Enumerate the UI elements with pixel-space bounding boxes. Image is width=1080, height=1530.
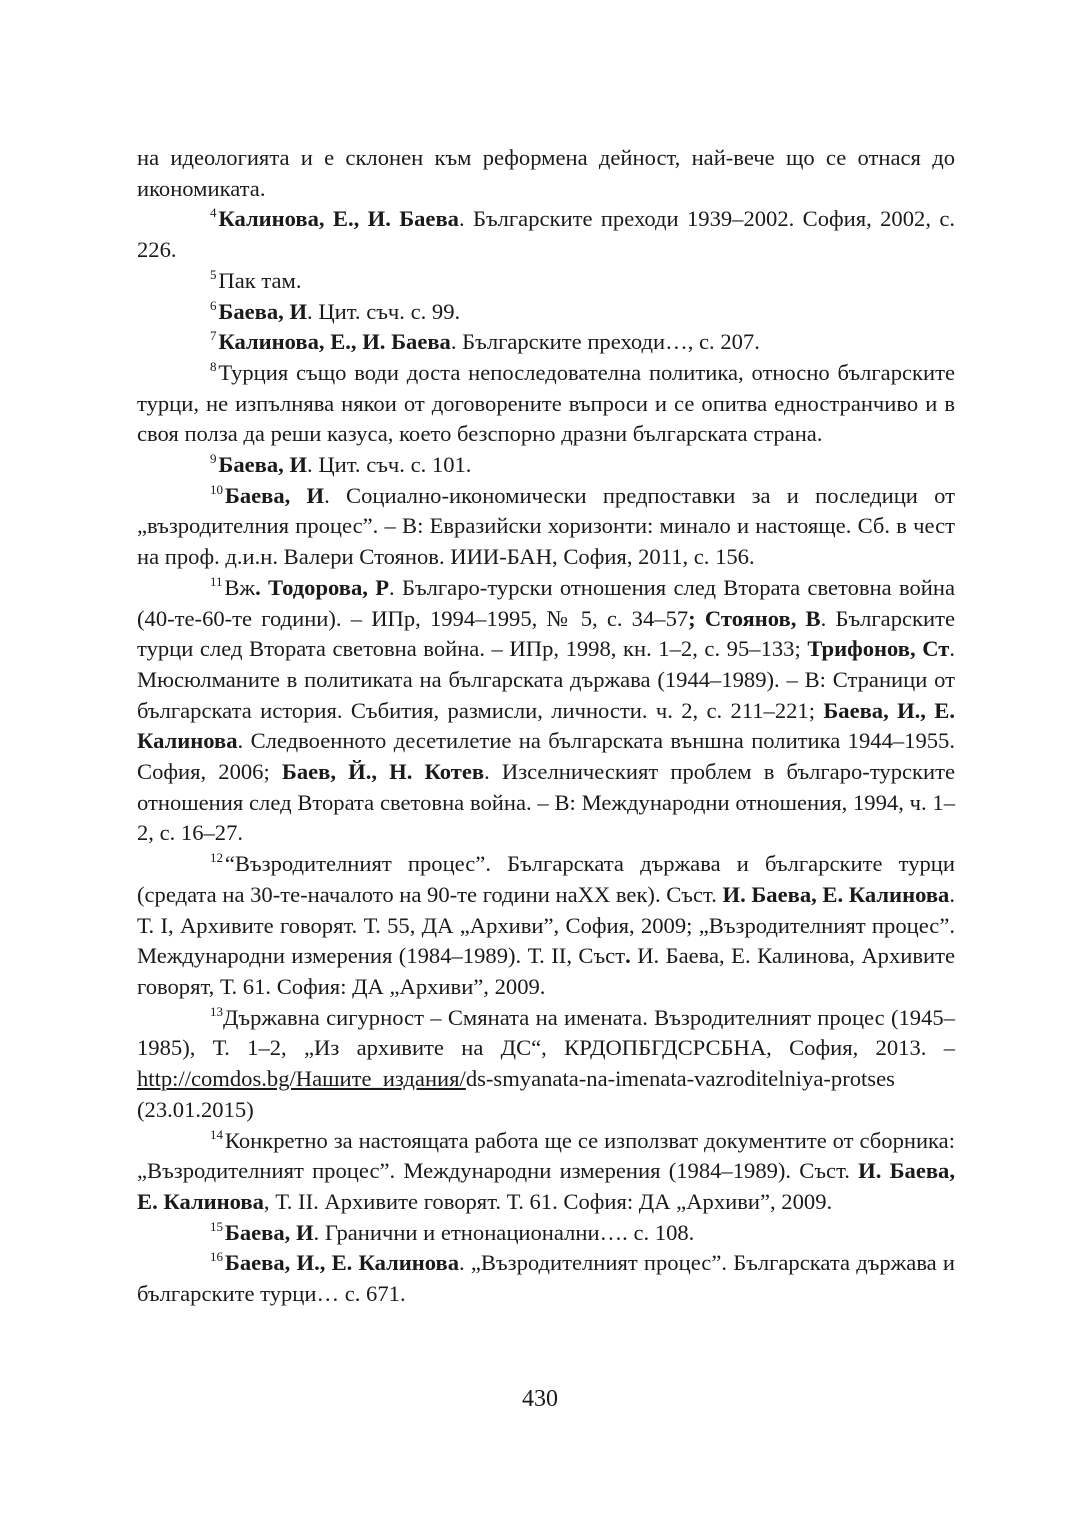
footnote-number: 11 <box>210 573 223 589</box>
footnotes-block <box>137 143 955 1310</box>
footnote-12: $^{12}$ “Възродителният процес”. Българската държава и българските турци (средата на 30-те-началото на 90-те години наXX век). Съст. И. Баева, Е. Калинова. Т. I, Архивите говорят. Т. 55, ДА „Архиви”, София, 2009; „Възродителният процес”. Международни измерения (1984–1989). Т. II, Съст. И. Баева, Е. Калинова, Архивите говорят, Т. 61. София: ДА „Архиви”, 2009. <box>137 850 955 999</box>
page-number: 430 <box>522 1386 558 1412</box>
footnote-number: 13 <box>210 1003 223 1019</box>
author-name: Баева, И., Е. Калинова <box>137 697 956 754</box>
footnote-number: 15 <box>210 1218 223 1234</box>
footnote-number: 12 <box>210 850 223 866</box>
footnote-10: $^{10}$ Баева, И. Социално-икономически предпоставки за и последици от „възродителния процес”. – В: Евразийски хоризонти: минало и настояще. Сб. в чест на проф. д.и.н. Валери Стоянов. ИИИ-БАН, София, 2011, с. 156. <box>137 481 955 570</box>
footnote-4: $^4$ Калинова, Е., И. Баева. Българските преходи 1939–2002. София, 2002, с. 226. <box>137 205 955 263</box>
author-name: Баева, И <box>218 452 308 478</box>
footnote-8: $^8$ Турция също води доста непоследователна политика, относно българските турци, не изпълнява някои от договорените въпроси и се опитва едностранчиво и в своя полза да реши казуса, което безспорно дразни българската страна. <box>137 358 955 447</box>
author-name: Баева, И <box>224 1219 314 1245</box>
footnote-number: 9 <box>210 451 217 467</box>
author-name: . Тодорова, Р <box>255 574 390 600</box>
footnote-5: $^5$ Пак там. <box>210 266 302 293</box>
footnote-15: $^{15}$ Баева, И. Гранични и етнонационални…. с. 108. <box>210 1218 695 1245</box>
footnote-6: $^6$ Баева, И. Цит. съч. с. 99. <box>210 297 461 324</box>
footnote-number: 16 <box>210 1249 223 1265</box>
footnote-number: 5 <box>210 266 217 282</box>
bold-period: . <box>625 943 631 969</box>
footnote-number: 10 <box>210 481 223 497</box>
author-name: Баева, И <box>218 298 308 324</box>
author-name: Баев, Й., Н. Котев <box>281 759 485 785</box>
footnote-number: 8 <box>210 358 217 374</box>
author-name: Калинова, Е., И. Баева <box>218 206 459 232</box>
footnote-number: 14 <box>210 1126 223 1142</box>
author-name: Баева, И., Е. Калинова <box>224 1250 460 1276</box>
footnote-7: $^7$ Калинова, Е., И. Баева. Българските преходи…, с. 207. <box>210 328 760 355</box>
author-name: Баева, И <box>224 482 325 508</box>
author-name: И. Баева, Е. Калинова <box>137 1158 955 1214</box>
footnote-11: $^{11}$ Вж. Тодорова, Р. Българо-турски отношения след Втората световна война (40-те-60-те години). – ИПр, 1994–1995, № 5, с. 34–57; Стоянов, В. Българските турци след Втората световна война. – ИПр, 1998, кн. 1–2, с. 95–133; Трифонов, Ст. Мюсюлманите в политиката на българската държава (1944–1989). – В: Страници от българската история. Събития, размисли, личности. ч. 2, с. 211–221; Баева, И., Е. Калинова. Следвоенното десетилетие на българската външна политика 1944–1955. София, 2006; Баев, Й., Н. Котев. Изселническият проблем в българо-турските отношения след Втората световна война. – В: Международни отношения, 1994, ч. 1–2, с. 16–27. <box>137 573 956 846</box>
comdos-link[interactable]: http://comdos.bg/Нашите_издания/ <box>137 1066 466 1092</box>
footnote-16: $^{16}$ Баева, И., Е. Калинова. „Възродителният процес”. Българската държава и българските турци… с. 671. <box>137 1249 956 1307</box>
footnote-9: $^9$ Баева, И. Цит. съч. с. 101. <box>210 451 472 478</box>
author-name: ; Стоянов, В <box>688 605 821 631</box>
footnote-number: 4 <box>210 205 217 221</box>
author-name: И. Баева, Е. Калинова <box>722 881 950 907</box>
footnote-number: 7 <box>210 328 217 344</box>
footnote-14: $^{14}$ Конкретно за настоящата работа ще се използват документите от сборника: „Възродителният процес”. Международни измерения (1984–1989). Съст. И. Баева, Е. Калинова, Т. II. Архивите говорят. Т. 61. София: ДА „Архиви”, 2009. <box>137 1126 955 1214</box>
footnote-3-continuation: на идеологията и е склонен към реформена дейност, най-вече що се отнася до икономиката. <box>137 145 955 201</box>
author-name: Трифонов, Ст <box>807 636 950 662</box>
footnote-number: 6 <box>210 297 217 313</box>
footnote-13: $^{13}$Държавна сигурност – Смяната на имената. Възродителният процес (1945–1985), Т. 1–2, „Из архивите на ДС“, КРДОПБГДСРСБНА, София, 2013. – http://comdos.bg/Нашите_издания/ds-smyanata-na-imenata-vazroditelniya-protses (23.01.2015) <box>137 1003 955 1122</box>
author-name: Калинова, Е., И. Баева <box>218 329 451 355</box>
